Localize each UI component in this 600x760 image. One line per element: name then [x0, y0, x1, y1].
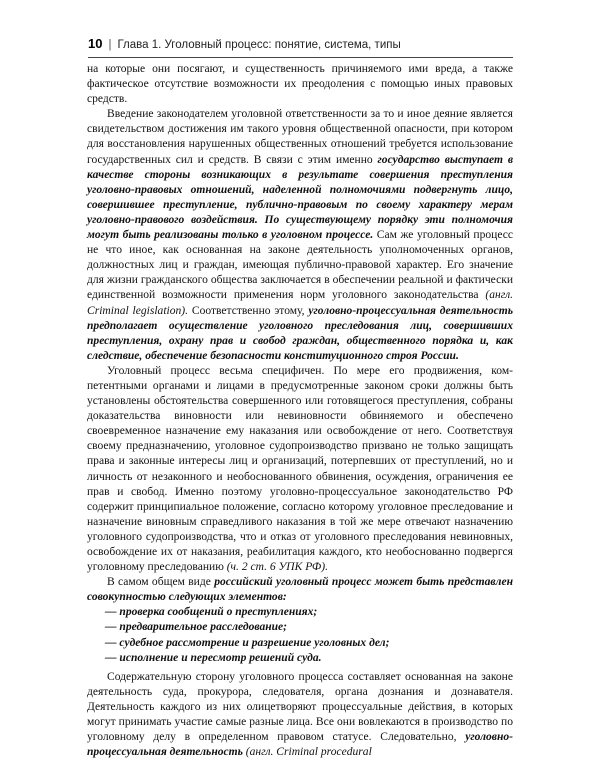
p2-text-3: Соответственно этому,: [188, 304, 309, 317]
p2-text-1: Введение законодателем уголовной ответственности за то и иное деяние является свидетельством достижения им такого уровня общественной опасности, при котором для восстановления нарушенных общественных отношений требуется использование государственных сил и средств. В связи с этим именно: [87, 108, 513, 166]
p2-emphasis-2: уголовно-процессуальная деятельность предполагает осуществление уголовного преследования лиц, совершивших преступления, охрану прав и свобод граждан, общественного порядка и, как следствие, обеспечение безопасности конституционного строя России.: [87, 304, 514, 362]
list-item: — судебное рассмотрение и разрешение уголовных дел;: [105, 636, 390, 649]
p2-italic-1: (англ. Criminal legislation).: [87, 289, 513, 317]
list-item: — проверка сообщений о преступлениях;: [105, 606, 318, 619]
p5-text-1: Содержательную сторону уголовного процесса составляет основанная на законе деятельность суда, прокурора, следователя, органа дознания и дознавателя. Деятельность каждого из них олицетворяют процессуальные действия, в которых могут принимать участие самые разные лица. Все они вовлекаются в производство по уголовному делу в определенном правовом статусе. Следовательно,: [87, 670, 513, 744]
p4-emphasis-1: российский уголовный процесс может быть представлен совокупностью следующих элементов:: [87, 576, 513, 604]
paragraph-2: [87, 107, 513, 364]
chapter-title: Глава 1. Уголовный процесс: понятие, система, типы: [117, 39, 401, 51]
p5-emphasis-1: уголовно-процессуальная деятельность: [87, 731, 513, 759]
paragraph-1: на которые они посягают, и существенность причиняемого ими вреда, а также фактическое отсутствие возможности их преодоления с помощью иных правовых средств.: [87, 63, 513, 106]
header-separator: |: [108, 39, 112, 51]
elements-list: [87, 605, 513, 665]
p3-italic-1: (ч. 2 ст. 6 УПК РФ).: [226, 561, 328, 574]
p2-emphasis-1: государство выступает в качестве стороны возникающих в результате совершения преступления уголовно-правовых отношений, наделенной полномочиями подвергнуть лицо, совершившее преступление, публично-правовым по своему характеру мерам уголовно-правового воздействия. По существующему порядку эти полномочия могут быть реализованы только в уголовном процессе.: [87, 153, 513, 242]
page-number: 10: [88, 36, 103, 51]
p3-text-1: Уголовный процесс весьма специфичен. По мере его продвижения, компетентными органами и лицами в предусмотренные законом сроки должны быть установлены обстоятельства совершенного или готовящегося преступления, собраны доказательства виновности или невиновности обвиняемого и обеспечено своевременное назначение ему наказания или освобождение от него. Соответствуя своему предназначению, уголовное судопроизводство призвано не только защищать права и законные интересы лиц и организаций, потерпевших от преступлений, но и личность от незаконного и необоснованного обвинения, осуждения, ограничения ее прав и свобод. Именно поэтому уголовно-процессуальное законодательство РФ содержит принципиальное положение, согласно которому уголовное преследование и назначение виновным справедливого наказания в той же мере отвечают назначению уголовного судопроизводства, что и отказ от уголовного преследования невиновных, освобождение их от наказания, реабилитация каждого, кто необоснованно подвергся уголовному преследованию: [87, 364, 513, 574]
p2-text-2: Сам же уголовный процесс не что иное, как основанная на законе деятельность уполномоченных органов, должностных лиц и граждан, имеющая публично-правовой характер. Его значение для жизни гражданского общества заключается в обеспечении реальной и фактически единственной возможности применения норм уголовного законодательства: [87, 229, 513, 302]
page-body: [87, 62, 513, 760]
list-item: — предварительное расследование;: [105, 621, 288, 634]
p4-text-1: В самом общем виде: [107, 576, 215, 589]
paragraph-3: [87, 364, 513, 575]
paragraph-4: [87, 575, 513, 605]
paragraph-5: [87, 670, 513, 760]
p5-italic-1: (англ. Criminal procedural: [242, 746, 372, 759]
running-header: [88, 36, 513, 58]
list-item: — исполнение и пересмотр решений суда.: [105, 651, 322, 664]
